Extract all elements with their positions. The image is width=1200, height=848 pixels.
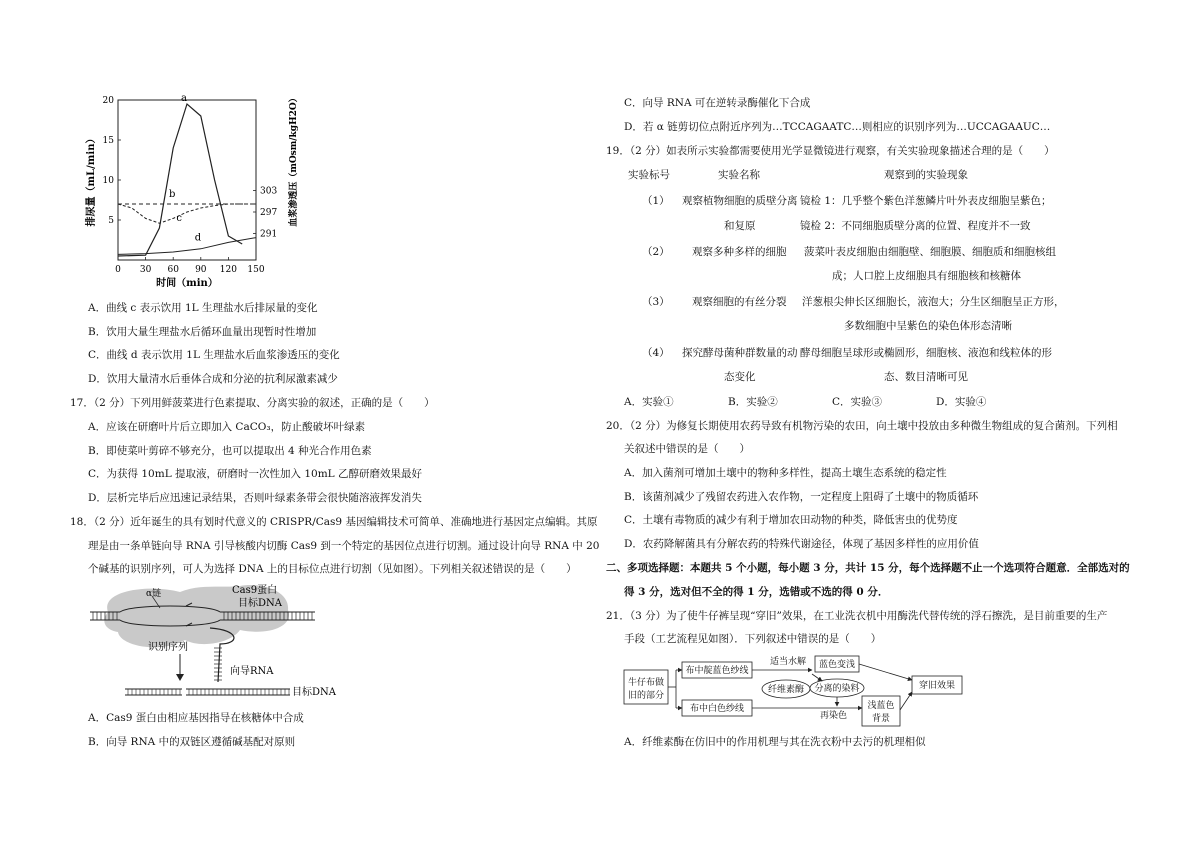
q19-row1-no: （1） (642, 195, 670, 207)
section2-heading-line1: 二、多项选择题：本题共 5 个小题，每小题 3 分，共计 15 分，每个选择题不止一个选项符合题意．全部选对的 (606, 562, 1130, 574)
svg-text:牛仔布做: 牛仔布做 (627, 678, 665, 688)
chart-frame (118, 100, 256, 260)
q19-row2-obs2: 成；人口腔上皮细胞具有细胞核和核糖体 (832, 270, 1021, 282)
svg-text:蓝色变浅: 蓝色变浅 (818, 660, 856, 670)
y-right-tick-label: 291 (260, 229, 278, 240)
q19-row1-obs1: 镜检 1：几乎整个紫色洋葱鳞片叶外表皮细胞呈紫色； (800, 195, 1052, 207)
y-right-tick-label: 297 (260, 208, 278, 218)
q17-stem: 17．（2 分）下列用鲜菠菜进行色素提取、分离实验的叙述，正确的是（ ） (70, 397, 435, 409)
label-target-dna-1: 目标DNA (238, 598, 282, 609)
svg-text:穿旧效果: 穿旧效果 (918, 681, 956, 691)
q17-option-a: A．应该在研磨叶片后立即加入 CaCO₃，防止酸破坏叶绿素 (88, 421, 366, 433)
q19-row2-no: （2） (642, 246, 670, 258)
series-line-a (118, 104, 242, 256)
q16-option-c: C．曲线 d 表示饮用 1L 生理盐水后血浆渗透压的变化 (88, 349, 340, 361)
x-tick-label: 150 (247, 265, 265, 275)
urine-osmolarity-chart (80, 92, 310, 292)
svg-text:旧的部分: 旧的部分 (627, 691, 665, 701)
svg-text:布中白色纱线: 布中白色纱线 (689, 704, 745, 714)
y-tick-label: 20 (102, 96, 114, 106)
svg-text:适当水解: 适当水解 (770, 657, 807, 667)
svg-text:布中靛蓝色纱线: 布中靛蓝色纱线 (685, 666, 749, 676)
q19-row4-name2: 态变化 (724, 371, 756, 383)
y-tick-label: 5 (108, 216, 114, 226)
q19-option-a: A．实验① (624, 396, 674, 408)
label-alpha-chain: α链 (146, 589, 162, 599)
q17-option-d: D．层析完毕后应迅速记录结果，否则叶绿素条带会很快随溶液挥发消失 (88, 492, 422, 504)
q19-row1-name: 观察植物细胞的质壁分离 (682, 195, 798, 207)
arrow-down-icon (176, 674, 184, 681)
q20-option-b: B．该菌剂减少了残留农药进入农作物，一定程度上阻碍了土壤中的物质循环 (624, 491, 979, 503)
q19-row1-obs2: 镜检 2：不同细胞质壁分离的位置、程度并不一致 (800, 220, 1031, 232)
label-cas9: Cas9蛋白 (232, 585, 278, 596)
q19-row2-obs1: 菠菜叶表皮细胞由细胞壁、细胞膜、细胞质和细胞核组 (804, 246, 1056, 258)
q19-row4-no: （4） (642, 347, 670, 359)
q19-row4-name: 探究酵母菌种群数量的动 (682, 347, 798, 359)
q19-option-b: B．实验② (728, 396, 778, 408)
q19-row3-name: 观察细胞的有丝分裂 (692, 296, 787, 308)
q20-option-a: A．加入菌剂可增加土壤中的物种多样性，提高土壤生态系统的稳定性 (624, 467, 947, 479)
x-tick-label: 0 (115, 265, 121, 275)
q21-stem-line1: 21．（3 分）为了使牛仔裤呈现“穿旧”效果，在工业洗衣机中用酶洗代替传统的浮石擦洗，是目前重要的生产 (606, 610, 1108, 622)
series-line-c (118, 204, 256, 223)
x-axis-label: 时间（min） (156, 278, 218, 289)
series-label-b: b (169, 189, 176, 201)
q19-header-obs: 观察到的实验现象 (884, 169, 968, 181)
svg-text:分离的染料: 分离的染料 (814, 684, 860, 694)
x-tick-label: 90 (195, 265, 207, 275)
q18-stem-line1: 18．（2 分）近年诞生的具有划时代意义的 CRISPR/Cas9 基因编辑技术可简单、准确地进行基因定点编辑。其原 (70, 516, 598, 528)
svg-text:再染色: 再染色 (820, 711, 848, 721)
series-label-a: a (181, 93, 187, 105)
y-axis-label-right: 血浆渗透压（mOsm/kgH2O） (289, 93, 299, 227)
x-tick-label: 120 (219, 265, 237, 275)
q21-stem-line2: 手段（工艺流程见如图）．下列叙述中错误的是（ ） (624, 633, 882, 645)
q19-row1-name2: 和复原 (724, 220, 756, 232)
q19-row3-obs1: 洋葱根尖伸长区细胞长，液泡大；分生区细胞呈正方形， (802, 296, 1065, 308)
q19-option-d: D．实验④ (936, 396, 987, 408)
q16-option-a: A．曲线 c 表示饮用 1L 生理盐水后排尿量的变化 (88, 302, 318, 314)
q19-row4-obs2: 态、数目清晰可见 (884, 371, 968, 383)
x-tick-label: 30 (139, 265, 152, 275)
label-recognition: 识别序列 (148, 642, 188, 653)
denim-process-flow (622, 652, 972, 732)
q19-row3-obs2: 多数细胞中呈紫色的染色体形态清晰 (844, 320, 1012, 332)
svg-text:背景: 背景 (871, 714, 891, 724)
q19-row2-name: 观察多种多样的细胞 (692, 246, 787, 258)
section2-heading-line2: 得 3 分，选对但不全的得 1 分，选错或不选的得 0 分． (624, 586, 889, 598)
y-tick-label: 15 (102, 136, 114, 146)
q16-option-b: B．饮用大量生理盐水后循环血量出现暂时性增加 (88, 326, 317, 338)
series-label-c: c (176, 213, 183, 225)
q19-header-no: 实验标号 (628, 169, 670, 181)
y-right-tick-label: 303 (260, 186, 278, 197)
q19-header-name: 实验名称 (718, 169, 760, 181)
q18-option-a: A．Cas9 蛋白由相应基因指导在核糖体中合成 (88, 712, 304, 724)
q20-option-d: D．农药降解菌具有分解农药的特殊代谢途径，体现了基因多样性的应用价值 (624, 538, 979, 550)
q19-stem: 19．（2 分）如表所示实验都需要使用光学显微镜进行观察，有关实验现象描述合理的是（ ） (606, 145, 1055, 157)
q19-option-c: C．实验③ (832, 396, 883, 408)
q19-row4-obs1: 酵母细胞呈球形或椭圆形，细胞核、液泡和线粒体的形 (800, 347, 1052, 359)
svg-text:纤维素酶: 纤维素酶 (767, 685, 805, 695)
q18-option-d: D．若 α 链剪切位点附近序列为…TCCAGAATC…则相应的识别序列为…UCCAGAAUC… (624, 121, 1051, 133)
label-target-dna-2: 目标DNA (292, 687, 336, 698)
label-guide-rna: 向导RNA (230, 666, 274, 677)
q19-row3-no: （3） (642, 296, 670, 308)
q18-stem-line3: 个碱基的识别序列，可人为选择 DNA 上的目标位点进行切割（见如图）。下列相关叙述错误的是（ ） (88, 563, 577, 575)
x-tick-label: 60 (167, 265, 179, 275)
q18-stem-line2: 理是由一条单链向导 RNA 引导核酸内切酶 Cas9 到一个特定的基因位点进行切割。通过设计向导 RNA 中 20 (88, 540, 600, 552)
y-tick-label: 10 (102, 176, 114, 186)
q20-option-c: C．土壤有毒物质的减少有利于增加农田动物的种类，降低害虫的优势度 (624, 514, 958, 526)
q18-option-c: C．向导 RNA 可在逆转录酶催化下合成 (624, 97, 811, 109)
svg-text:浅蓝色: 浅蓝色 (867, 701, 895, 711)
q20-stem-line1: 20．（2 分）为修复长期使用农药导致有机物污染的农田，向土壤中投放由多种微生物组成的复合菌剂。下列相 (606, 420, 1118, 432)
q16-option-d: D．饮用大量清水后垂体合成和分泌的抗利尿激素减少 (88, 373, 338, 385)
crispr-cas9-diagram (90, 582, 336, 707)
y-axis-label-left: 排尿量（mL/min） (86, 133, 97, 227)
q21-option-a: A．纤维素酶在仿旧中的作用机理与其在洗衣粉中去污的机理相似 (624, 736, 926, 748)
q17-option-c: C．为获得 10mL 提取液，研磨时一次性加入 10mL 乙醇研磨效果最好 (88, 468, 422, 480)
q18-option-b: B．向导 RNA 中的双链区遵循碱基配对原则 (88, 736, 296, 748)
q20-stem-line2: 关叙述中错误的是（ ） (624, 443, 750, 455)
series-label-d: d (194, 232, 202, 244)
q17-option-b: B．即使菜叶剪碎不够充分，也可以提取出 4 种光合作用色素 (88, 445, 372, 457)
